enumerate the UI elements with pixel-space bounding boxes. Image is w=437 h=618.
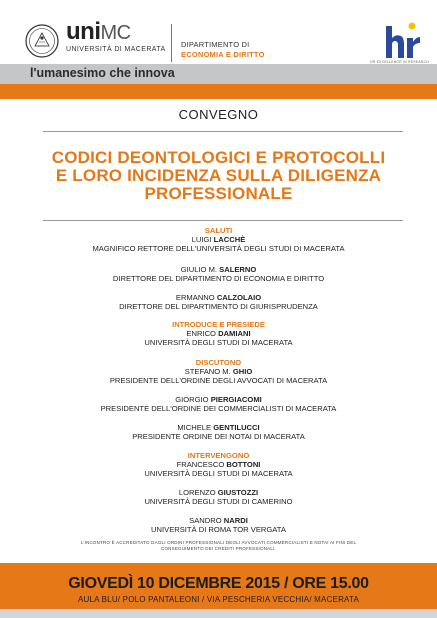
speaker-last: BOTTONI bbox=[226, 460, 261, 469]
speaker bbox=[0, 235, 437, 254]
speaker-role: UNIVERSITÀ DI ROMA TOR VERGATA bbox=[151, 525, 286, 535]
section-label-introduce: INTRODUCE E PRESIEDE bbox=[172, 320, 265, 329]
speaker-last: GHIO bbox=[232, 367, 253, 376]
title-line: PROFESSIONALE bbox=[144, 184, 293, 203]
speaker-role: UNIVERSITÀ DEGLI STUDI DI MACERATA bbox=[144, 469, 293, 479]
brand-subtitle: UNIVERSITÀ DI MACERATA bbox=[66, 46, 166, 53]
speaker bbox=[0, 516, 437, 535]
event-venue: AULA BLU/ POLO PANTALEONI / VIA PESCHERIA VECCHIA/ MACERATA bbox=[77, 595, 360, 604]
title-line: E LORO INCIDENZA SULLA DILIGENZA bbox=[55, 166, 382, 185]
speaker bbox=[0, 460, 437, 479]
speaker bbox=[0, 329, 437, 348]
note-line: L'INCONTRO È ACCREDITATO DAGLI ORDINI PROFESSIONALI DEGLI AVVOCATI,COMMERCIALISTI E NOTAI AI FINI DEL bbox=[80, 540, 357, 545]
speaker-first: ERMANNO bbox=[175, 293, 215, 302]
speaker-role: UNIVERSITÀ DEGLI STUDI DI CAMERINO bbox=[144, 497, 293, 507]
speaker bbox=[0, 265, 437, 284]
speaker bbox=[0, 293, 437, 312]
university-seal-icon bbox=[25, 24, 59, 58]
speaker-last: LACCHÈ bbox=[213, 235, 246, 244]
speaker-role: MAGNIFICO RETTORE DELL'UNIVERSITÀ DEGLI STUDI DI MACERATA bbox=[92, 244, 345, 254]
speaker-last: NARDI bbox=[223, 516, 248, 525]
speaker-role: DIRETTORE DEL DIPARTIMENTO DI ECONOMIA E DIRITTO bbox=[112, 274, 325, 284]
section-label-discutono: DISCUTONO bbox=[195, 358, 242, 367]
brand-bold: uni bbox=[66, 18, 101, 45]
bottom-strip bbox=[0, 609, 437, 618]
hr-caption: HR EXCELLENCE IN RESEARCH bbox=[370, 60, 430, 64]
dept-line-2: ECONOMIA E DIRITTO bbox=[181, 50, 265, 59]
speaker-first: FRANCESCO bbox=[176, 460, 225, 469]
speaker-first: ENRICO bbox=[186, 329, 216, 338]
section-label-intervengono: INTERVENGONO bbox=[187, 451, 250, 460]
speaker-first: SANDRO bbox=[189, 516, 222, 525]
speaker-last: CALZOLAIO bbox=[216, 293, 262, 302]
speaker bbox=[0, 395, 437, 414]
speaker bbox=[0, 367, 437, 386]
speaker-role: PRESIDENTE DELL'ORDINE DEGLI AVVOCATI DI MACERATA bbox=[109, 376, 328, 386]
note-line: CONSEGUIMENTO DEI CREDITI PROFESSIONALI. bbox=[161, 546, 276, 551]
speaker-role: PRESIDENTE DELL'ORDINE DEI COMMERCIALISTI DI MACERATA bbox=[100, 404, 337, 414]
slogan: l'umanesimo che innova bbox=[30, 66, 175, 80]
speaker bbox=[0, 488, 437, 507]
dept-line-1: DIPARTIMENTO DI bbox=[181, 40, 250, 49]
event-date-time: GIOVEDÌ 10 DICEMBRE 2015 / ORE 15.00 bbox=[68, 575, 369, 592]
event-title bbox=[20, 149, 417, 203]
section-label-saluti: SALUTI bbox=[204, 226, 233, 235]
speaker-role: UNIVERSITÀ DEGLI STUDI DI MACERATA bbox=[144, 338, 293, 348]
header-divider bbox=[171, 24, 172, 62]
event-type: CONVEGNO bbox=[178, 107, 259, 122]
speaker-first: GIORGIO bbox=[175, 395, 209, 404]
speaker-first: GIULIO M. bbox=[180, 265, 218, 274]
speaker-first: LORENZO bbox=[178, 488, 216, 497]
title-line: CODICI DEONTOLOGICI E PROTOCOLLI bbox=[51, 148, 386, 167]
speaker-first: LUIGI bbox=[191, 235, 212, 244]
speaker-last: PIERGIACOMI bbox=[210, 395, 262, 404]
brand-light: MC bbox=[100, 22, 131, 44]
speaker-last: GIUSTOZZI bbox=[217, 488, 259, 497]
speaker bbox=[0, 423, 437, 442]
accreditation-note bbox=[20, 540, 417, 552]
title-rule-bottom bbox=[43, 220, 403, 221]
speaker-last: GENTILUCCI bbox=[213, 423, 260, 432]
speaker-first: STEFANO M. bbox=[184, 367, 231, 376]
speaker-first: MICHELE bbox=[177, 423, 212, 432]
speaker-role: DIRETTORE DEL DIPARTIMENTO DI GIURISPRUDENZA bbox=[119, 302, 318, 312]
orange-band bbox=[0, 84, 437, 99]
brand-logo bbox=[66, 20, 131, 45]
speaker-last: SALERNO bbox=[219, 265, 257, 274]
speaker-role: PRESIDENTE ORDINE DEI NOTAI DI MACERATA bbox=[132, 432, 305, 442]
title-rule-top bbox=[43, 131, 403, 132]
speaker-last: DAMIANI bbox=[218, 329, 251, 338]
